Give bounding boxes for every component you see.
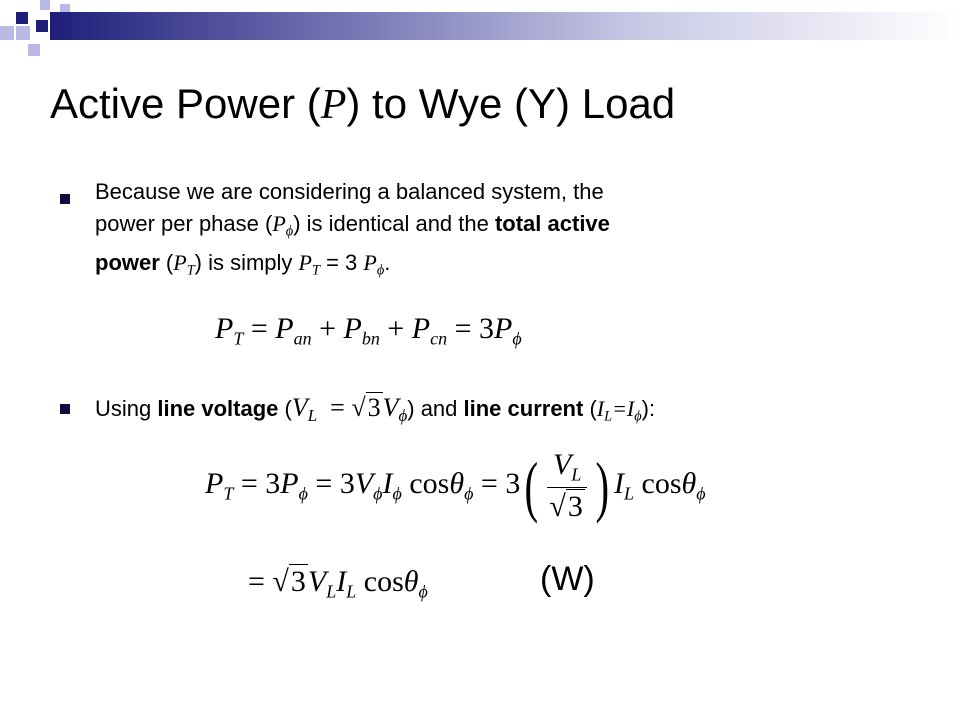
deco-square: [0, 26, 14, 40]
square-bullet-icon: [60, 194, 70, 204]
deco-square: [36, 20, 48, 32]
bullet-1-line-1: Because we are considering a balanced system, the: [95, 179, 604, 204]
bullet-1-line-2: power per phase $(P_\phi)$ is identical and the total active: [95, 211, 610, 240]
equation-total-power-line-quantities: = $√3V_LI_L$ cosθ$_\phi$: [248, 565, 428, 602]
title-prefix: Active Power (: [50, 80, 321, 127]
title-suffix: ) to Wye (Y) Load: [346, 80, 676, 127]
header-gradient-band: [50, 12, 960, 40]
equation-total-power-sum: $P_T = P_{an} + P_{bn} + P_{cn} = 3P_\phi$: [215, 312, 522, 349]
deco-square: [16, 12, 28, 24]
square-bullet-icon: [60, 404, 70, 414]
equation-total-power-expansion: $P_T = 3P_\phi = 3V_\phi I_\phi$ cosθ$_\phi$ = 3( $\frac{V_L}{√3}$ ) $I_L$ cosθ$_\phi$: [205, 448, 706, 525]
title-symbol: P: [320, 82, 347, 128]
equation-line-voltage: $V_L = √3V_\phi$: [291, 393, 408, 426]
unit-label: (W): [540, 560, 595, 598]
deco-square: [28, 44, 40, 56]
bullet-1-line-3: power $(P_T)$ is simply $P_T = 3$ $P_\phi$.: [95, 250, 391, 279]
bullet-2-text: Using line voltage $(V_L = √3V_\phi)$ and line current $(I_L=I_\phi)$:: [95, 393, 656, 426]
deco-square: [40, 0, 50, 10]
bullet-1-text: [95, 176, 895, 287]
deco-square: [16, 26, 30, 40]
slide-title: [50, 80, 675, 129]
